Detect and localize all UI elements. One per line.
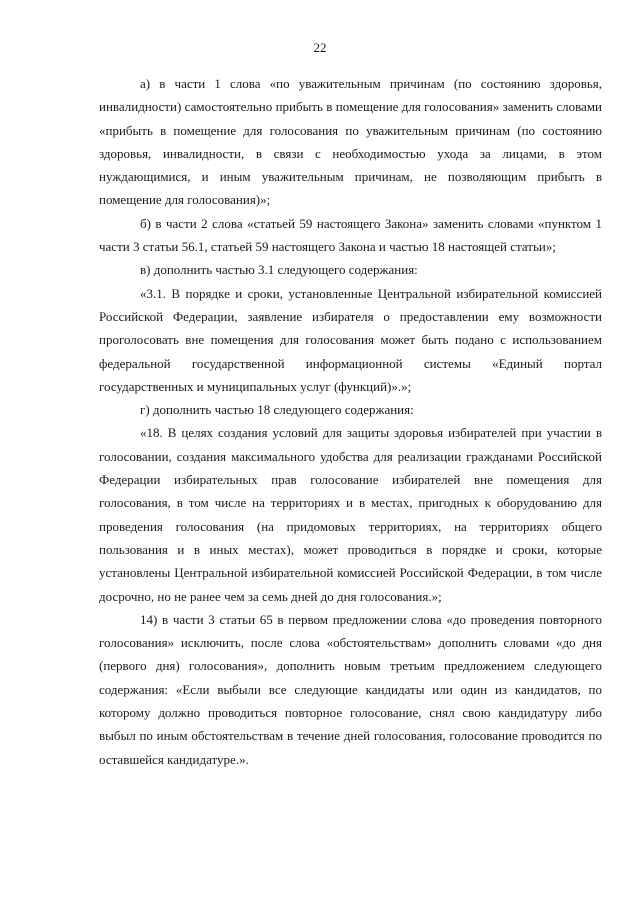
paragraph-part-18: «18. В целях создания условий для защиты здоровья избирателей при участии в голосовании, создания максимального удобства для реализации гражданами Российской Федерации избирательных прав голосование избирателей вне помещения для голосования, в том числе на территориях и в местах, пригодных к оборудованию для проведения голосования (на придомовых территориях, на территориях общего пользования и в иных местах), может проводиться в порядке и сроки, которые установлены Центральной избирательной комиссией Российской Федерации, в том числе досрочно, но не ранее чем за семь дней до дня голосования.»;: [99, 425, 602, 604]
paragraph-a: а) в части 1 слова «по уважительным причинам (по состоянию здоровья, инвалидности) самостоятельно прибыть в помещение для голосования» заменить словами «прибыть в помещение для голосования по уважительным причинам (по состоянию здоровья, инвалидности, в связи с необходимостью ухода за лицами, в этом нуждающимися, и иным уважительным причинам, не позволяющим прибыть в помещение для голосования)»;: [99, 76, 602, 208]
paragraph-part-3-1: «3.1. В порядке и сроки, установленные Центральной избирательной комиссией Российской Федерации, заявление избирателя о предоставлении ему возможности проголосовать вне помещения для голосования может быть подано с использованием федеральной государственной информационной системы «Единый портал государственных и муниципальных услуг (функций)».»;: [99, 285, 602, 394]
paragraph-b: б) в части 2 слова «статьей 59 настоящего Закона» заменить словами «пунктом 1 части 3 статьи 56.1, статьей 59 настоящего Закона и частью 18 настоящей статьи»;: [99, 215, 602, 255]
paragraph-g: г) дополнить частью 18 следующего содержания:: [140, 402, 414, 418]
document-body: [99, 72, 602, 771]
page-number: 22: [313, 40, 327, 55]
paragraph-v: в) дополнить частью 3.1 следующего содержания:: [140, 262, 418, 278]
paragraph-14: 14) в части 3 статьи 65 в первом предложении слова «до проведения повторного голосования» исключить, после слова «обстоятельствам» дополнить словами «до дня (первого дня) голосования», дополнить новым третьим предложением следующего содержания: «Если выбыли все следующие кандидаты или один из кандидатов, по которому должно проводиться повторное голосование, снял свою кандидатуру либо выбыл по иным обстоятельствам в течение дней голосования, голосование проводится по оставшейся кандидатуре.».: [99, 611, 602, 767]
